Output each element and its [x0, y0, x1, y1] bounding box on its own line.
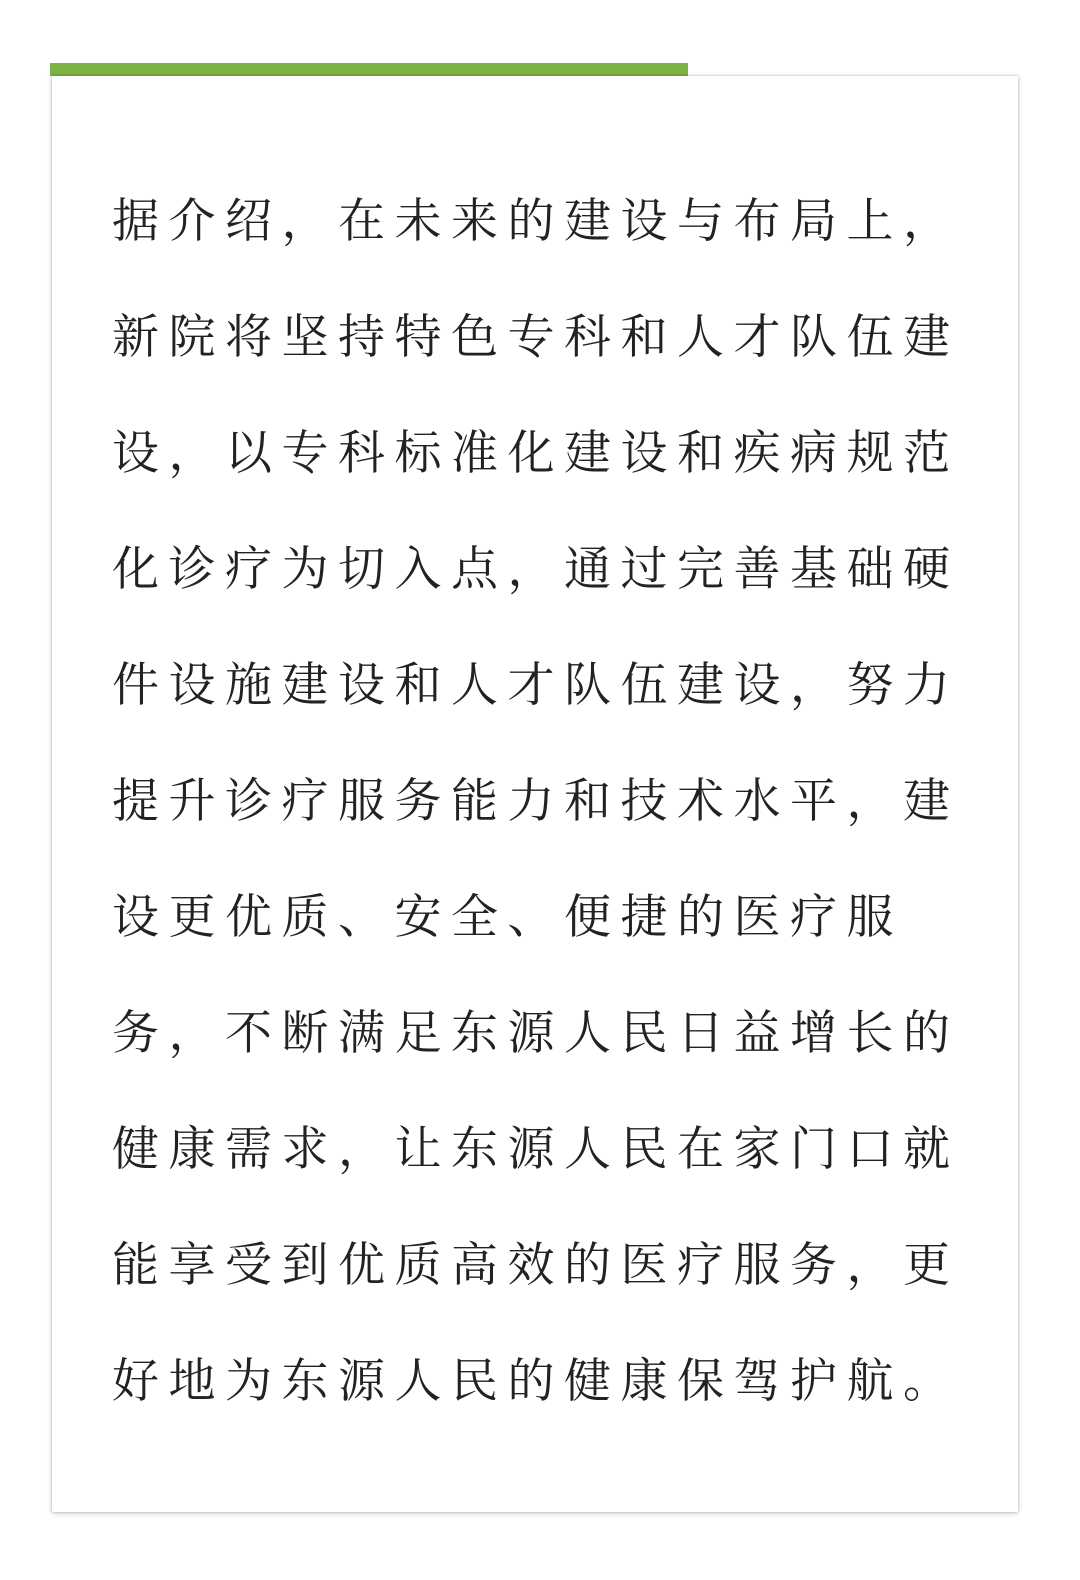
- article-line: 设，以专科标准化建设和疾病规范: [112, 426, 960, 481]
- article-line: 件设施建设和人才队伍建设，努力: [112, 658, 960, 713]
- article-line: 好地为东源人民的健康保驾护航。: [112, 1354, 960, 1409]
- article-line: 化诊疗为切入点，通过完善基础硬: [112, 542, 960, 597]
- article-line: 据介绍，在未来的建设与布局上，: [112, 194, 960, 249]
- article-line: 提升诊疗服务能力和技术水平，建: [112, 774, 960, 829]
- article-line: 新院将坚持特色专科和人才队伍建: [112, 310, 960, 365]
- article-line: 设更优质、安全、便捷的医疗服: [112, 890, 903, 945]
- article-line: 务，不断满足东源人民日益增长的: [112, 1006, 960, 1061]
- article-line: 能享受到优质高效的医疗服务，更: [112, 1238, 960, 1293]
- article-body: [112, 164, 962, 1440]
- accent-bar: [50, 63, 688, 76]
- article-line: 健康需求，让东源人民在家门口就: [112, 1122, 960, 1177]
- article-card: [52, 76, 1018, 1512]
